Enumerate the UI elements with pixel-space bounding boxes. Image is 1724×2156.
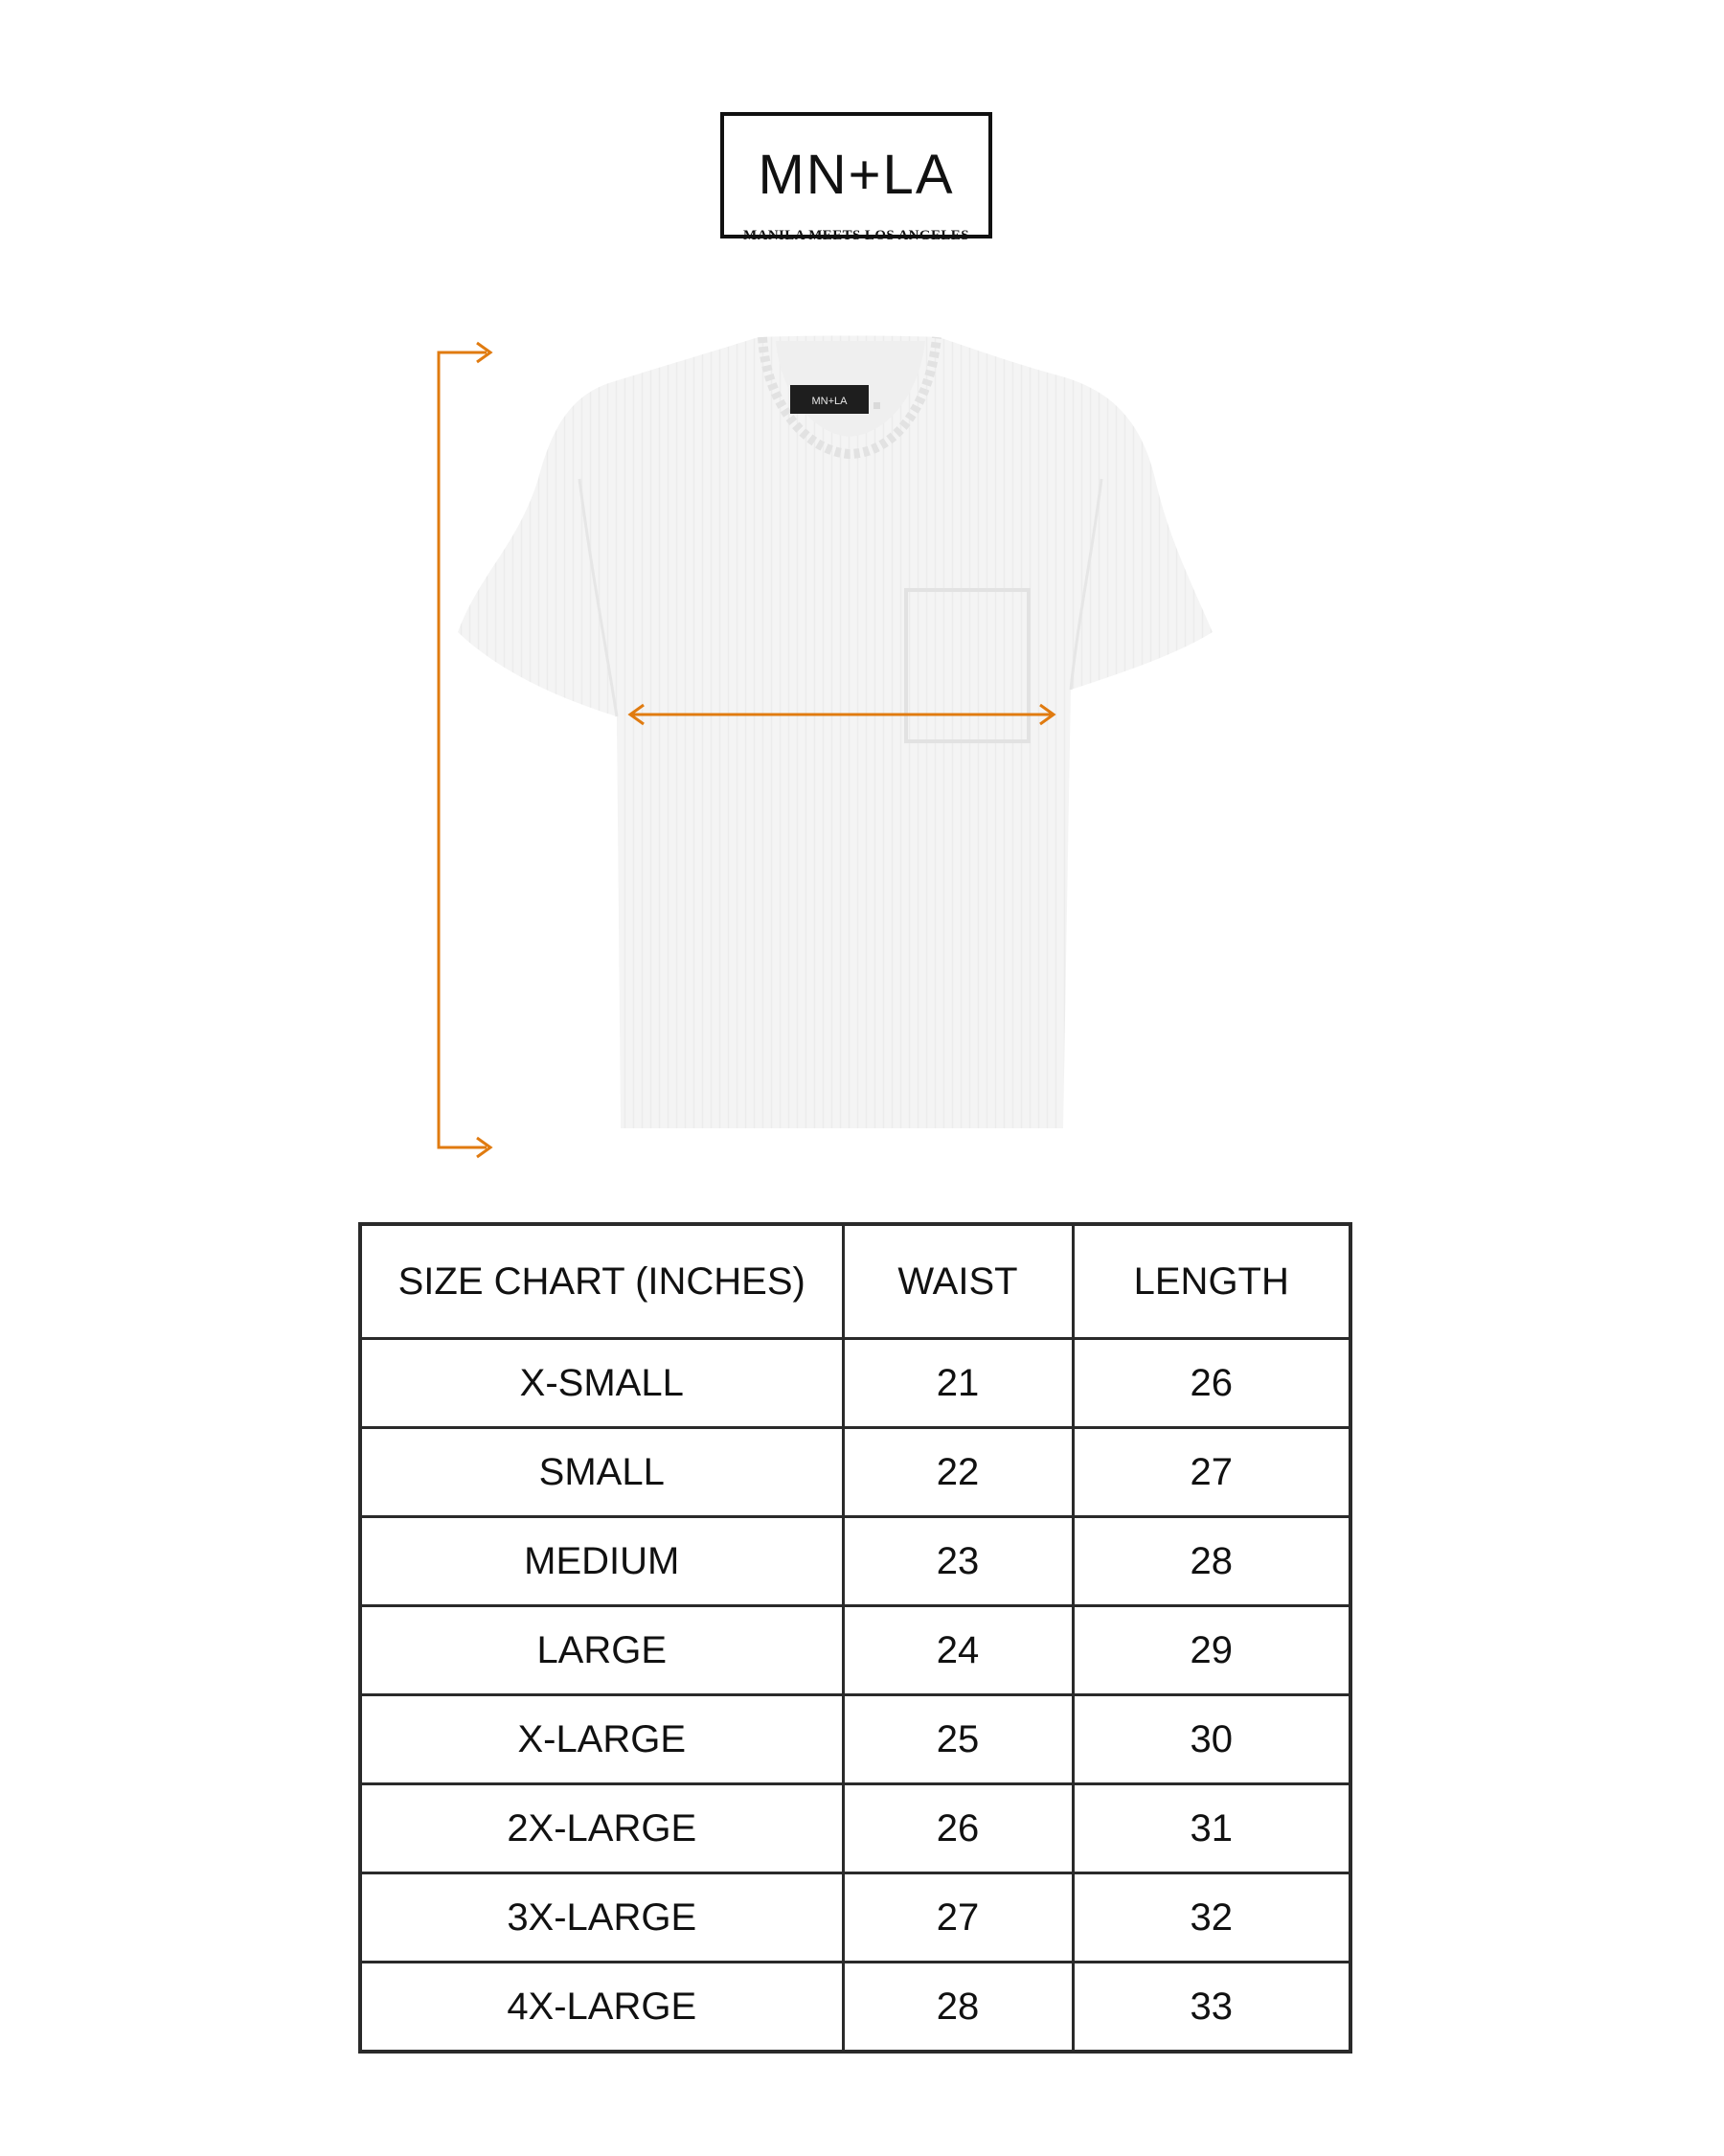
table-row [360,1963,1350,2053]
header-waist: WAIST [843,1224,1073,1339]
length-cell: 27 [1073,1428,1350,1517]
size-cell: X-LARGE [360,1695,843,1784]
length-cell: 31 [1073,1784,1350,1873]
table-row [360,1873,1350,1963]
length-cell: 33 [1073,1963,1350,2053]
size-chart-header-row [360,1224,1350,1339]
length-cell: 30 [1073,1695,1350,1784]
waist-cell: 28 [843,1963,1073,2053]
chest-pocket [906,590,1029,741]
length-arrow [439,343,490,1157]
length-cell: 29 [1073,1606,1350,1695]
waist-cell: 22 [843,1428,1073,1517]
length-cell: 26 [1073,1339,1350,1428]
header-size-chart: SIZE CHART (INCHES) [360,1224,843,1339]
waist-cell: 25 [843,1695,1073,1784]
waist-cell: 24 [843,1606,1073,1695]
brand-tagline: MANILA MEETS LOS ANGELES [743,228,969,243]
table-row [360,1784,1350,1873]
table-row [360,1517,1350,1606]
waist-cell: 26 [843,1784,1073,1873]
header-length: LENGTH [1073,1224,1350,1339]
waist-cell: 23 [843,1517,1073,1606]
size-cell: X-SMALL [360,1339,843,1428]
size-cell: 3X-LARGE [360,1873,843,1963]
size-cell: LARGE [360,1606,843,1695]
length-cell: 32 [1073,1873,1350,1963]
table-row [360,1339,1350,1428]
length-cell: 28 [1073,1517,1350,1606]
size-cell: 4X-LARGE [360,1963,843,2053]
table-row [360,1695,1350,1784]
waist-cell: 21 [843,1339,1073,1428]
table-row [360,1606,1350,1695]
table-row [360,1428,1350,1517]
size-cell: 2X-LARGE [360,1784,843,1873]
waist-cell: 27 [843,1873,1073,1963]
size-cell: SMALL [360,1428,843,1517]
logo-text: MN+LA [758,144,955,206]
neck-label-text: MN+LA [811,396,848,407]
size-chart-table [358,1222,1352,2054]
size-cell: MEDIUM [360,1517,843,1606]
